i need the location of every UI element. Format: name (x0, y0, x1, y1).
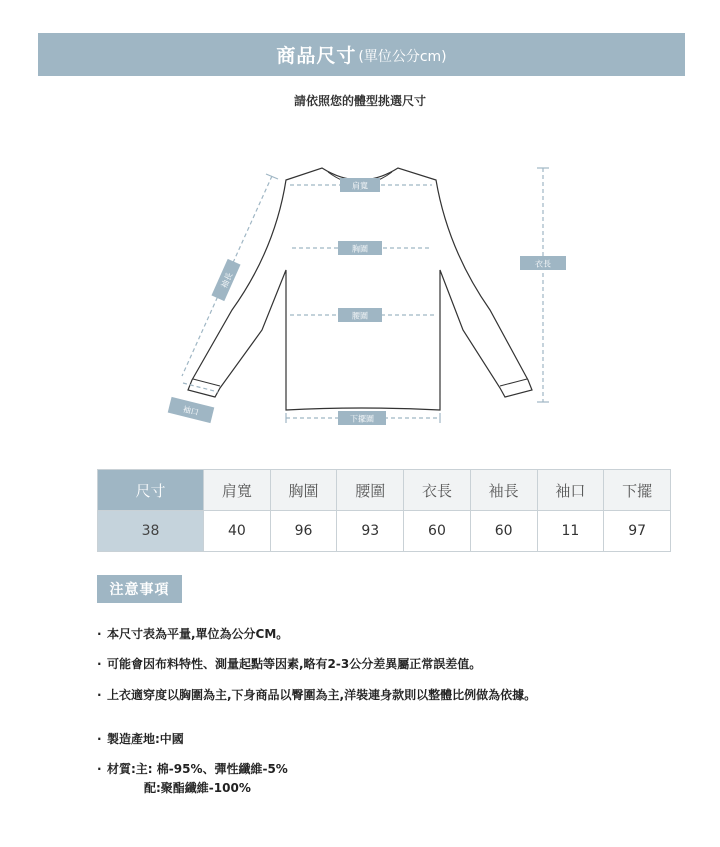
notice-item: · 可能會因布料特性、測量起點等因素,略有2-3公分差異屬正常誤差值。 (97, 657, 482, 671)
notice-heading: 注意事項 (97, 575, 182, 603)
header-cell: 腰圍 (337, 470, 404, 511)
origin-line: · 製造產地:中國 (97, 732, 184, 746)
material-text-main: 材質:主: 棉-95%、彈性纖維-5% (107, 762, 288, 776)
table-cell: 60 (404, 511, 471, 552)
header-cell: 袖口 (537, 470, 604, 511)
table-row (98, 511, 671, 552)
notice-item-text: 上衣適穿度以胸圍為主,下身商品以臀圍為主,洋裝連身款則以整體比例做為依據。 (107, 688, 537, 702)
label-cuff: 袖口 (181, 404, 200, 418)
label-waist: 腰圍 (352, 311, 368, 321)
table-cell: 40 (204, 511, 271, 552)
label-chest: 胸圍 (352, 244, 368, 254)
title-banner (38, 33, 685, 76)
shirt-outline (188, 168, 532, 410)
table-cell: 11 (537, 511, 604, 552)
subtitle: 請依照您的體型挑選尺寸 (293, 94, 426, 108)
notice-item: · 上衣適穿度以胸圍為主,下身商品以臀圍為主,洋裝連身款則以整體比例做為依據。 (97, 688, 537, 702)
header-cell: 胸圍 (270, 470, 337, 511)
table-header-row (98, 470, 671, 511)
label-shoulder: 肩寬 (352, 181, 368, 191)
table-cell: 60 (470, 511, 537, 552)
garment-diagram (0, 130, 720, 440)
material-line-secondary (144, 779, 251, 796)
material-text-secondary: 配:聚酯纖維-100% (144, 781, 251, 795)
header-cell: 下擺 (604, 470, 671, 511)
notice-item-text: 可能會因布料特性、測量起點等因素,略有2-3公分差異屬正常誤差值。 (107, 657, 482, 671)
banner-unit: (單位公分cm) (358, 49, 447, 65)
banner-title: 商品尺寸 (276, 45, 357, 67)
size-table (97, 469, 671, 552)
label-hem: 下擺圍 (350, 414, 374, 424)
table-cell: 96 (270, 511, 337, 552)
table-cell: 97 (604, 511, 671, 552)
label-length: 衣長 (535, 259, 551, 269)
origin-text: 製造產地:中國 (107, 732, 184, 746)
table-cell: 38 (98, 511, 204, 552)
table-cell: 93 (337, 511, 404, 552)
header-cell: 袖長 (470, 470, 537, 511)
notice-item: · 本尺寸表為平量,單位為公分CM。 (97, 627, 289, 641)
header-cell: 衣長 (404, 470, 471, 511)
right-cuff-line (500, 379, 527, 386)
left-cuff-line (193, 379, 220, 386)
material-line: · 材質:主: 棉-95%、彈性纖維-5% (97, 762, 288, 776)
notice-item-text: 本尺寸表為平量,單位為公分CM。 (107, 627, 289, 641)
header-cell: 肩寬 (204, 470, 271, 511)
label-sleeve: 袖長 (219, 271, 235, 290)
header-cell: 尺寸 (98, 470, 204, 511)
